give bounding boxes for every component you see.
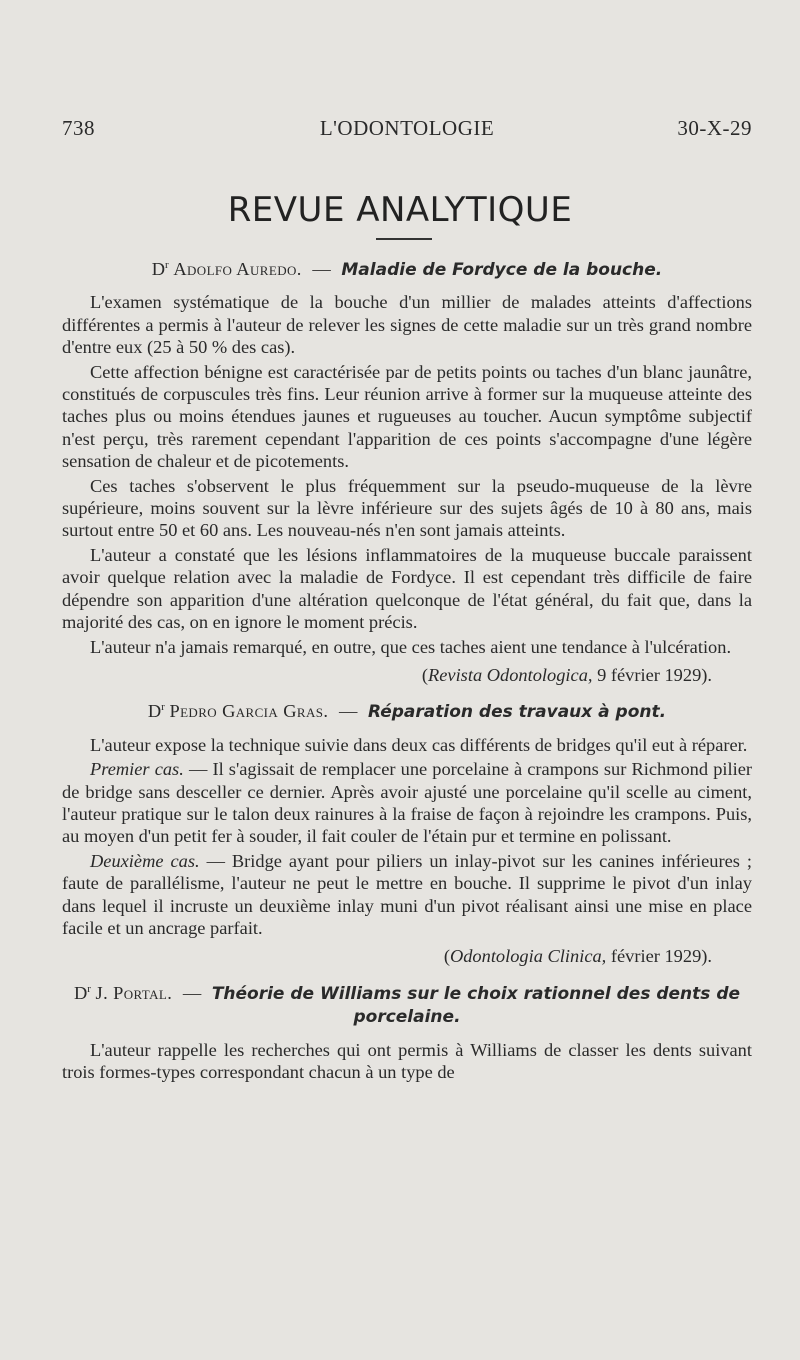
article-flow — [62, 258, 752, 1083]
running-header — [62, 116, 752, 144]
author-prefix-sup: r — [165, 258, 169, 271]
citation-date: 9 février 1929). — [597, 664, 712, 685]
citation: (Revista Odontologica, 9 février 1929). — [421, 664, 712, 685]
article-author: Adolfo Auredo. — [173, 259, 302, 279]
paragraph: L'auteur rappelle les recherches qui ont permis à Williams de classer les dents suivant trois formes-types correspondant chacun à un type de — [62, 1039, 752, 1082]
article-author: Pedro Garcia Gras. — [169, 701, 329, 722]
article-title: Théorie de Williams sur le choix rationnel des dents de porcelaine. — [211, 983, 741, 1028]
author-prefix-sup: r — [161, 701, 165, 714]
article-heading — [62, 258, 752, 281]
author-prefix-sup: r — [87, 982, 91, 995]
citation-source: Odontologia Clinica, — [449, 946, 607, 967]
citation: (Odontologia Clinica, février 1929). — [443, 946, 712, 967]
case-label: Premier cas. — [90, 759, 184, 780]
case-label: Deuxième cas. — [90, 850, 200, 871]
paragraph-case-1 — [62, 758, 752, 848]
heading-dash: — — [312, 259, 331, 279]
heading-dash: — — [182, 982, 202, 1003]
title-rule — [376, 238, 432, 240]
case-text: — Il s'agissait de remplacer une porcelaine à crampons sur Richmond pilier de bridge sans desceller ce dernier. Après avoir ajusté une porcelaine qu'il scelle au ciment, l'auteur pratique sur le talon deux rainures à la fraise de façon à rejoindre les crampons. Puis, au moyen d'un petit fer à souder, il fait couler de l'étain pur et termine en polissant. — [62, 759, 752, 847]
citation-source: Revista Odontologica, — [428, 664, 593, 685]
article-heading — [62, 700, 752, 723]
author-prefix: D — [147, 701, 162, 722]
paragraph: Cette affection bénigne est caractérisée par de petits points ou taches d'un blanc jaunâtre, constitués de corpuscules très fins. Leur réunion arrive à former sur la muqueuse atteinte des taches plus ou moins étendues jaunes et rugueuses au toucher. Aucun symptôme subjectif n'est perçu, très rarement cependant l'apparition de ces points s'accompagne d'une légère sensation de chaleur et de picotements. — [62, 361, 752, 472]
journal-title: L'ODONTOLOGIE — [319, 116, 495, 140]
article-author: J. Portal. — [95, 982, 173, 1003]
paragraph: L'auteur n'a jamais remarqué, en outre, que ces taches aient une tendance à l'ulcération. — [90, 636, 732, 657]
article-title: Réparation des travaux à pont. — [367, 702, 667, 723]
article-heading — [62, 982, 752, 1029]
paragraph: L'auteur a constaté que les lésions inflammatoires de la muqueuse buccale paraissent avoir quelque relation avec la maladie de Fordyce. Il est cependant très difficile de faire dépendre son apparition d'une altération quelconque de l'état général, du fait que, dans la majorité des cas, on en ignore le moment précis. — [62, 544, 752, 633]
case-text: — Bridge ayant pour piliers un inlay-pivot sur les canines inférieures ; faute de parallélisme, l'auteur ne peut le mettre en bouche. Il supprime le pivot d'un inlay dans lequel il incruste un deuxième inlay muni d'un pivot réalisant ainsi une mise en place facile et un ancrage parfait. — [62, 850, 752, 938]
article-title: Maladie de Fordyce de la bouche. — [341, 260, 663, 280]
issue-date: 30-X-29 — [677, 116, 752, 140]
author-prefix: D — [73, 982, 88, 1003]
author-prefix: D — [151, 259, 166, 279]
citation-date: février 1929). — [610, 946, 712, 967]
paragraph: Ces taches s'observent le plus fréquemment sur la pseudo-muqueuse de la lèvre supérieure, moins souvent sur la lèvre inférieure sur des sujets âgés de 10 à 80 ans, mais surtout entre 50 et 60 ans. Les nouveau-nés n'en sont jamais atteints. — [62, 475, 752, 541]
paragraph-case-2 — [62, 850, 752, 940]
page-number: 738 — [62, 116, 95, 140]
section-title: REVUE ANALYTIQUE — [227, 190, 573, 230]
paragraph: L'examen systématique de la bouche d'un millier de malades atteints d'affections différentes a permis à l'auteur de relever les signes de cette maladie sur un très grand nombre d'entre eux (25 à 50 % des cas). — [62, 292, 752, 358]
heading-dash: — — [338, 701, 358, 722]
paragraph: L'auteur expose la technique suivie dans deux cas différents de bridges qu'il eut à réparer. — [90, 734, 748, 755]
